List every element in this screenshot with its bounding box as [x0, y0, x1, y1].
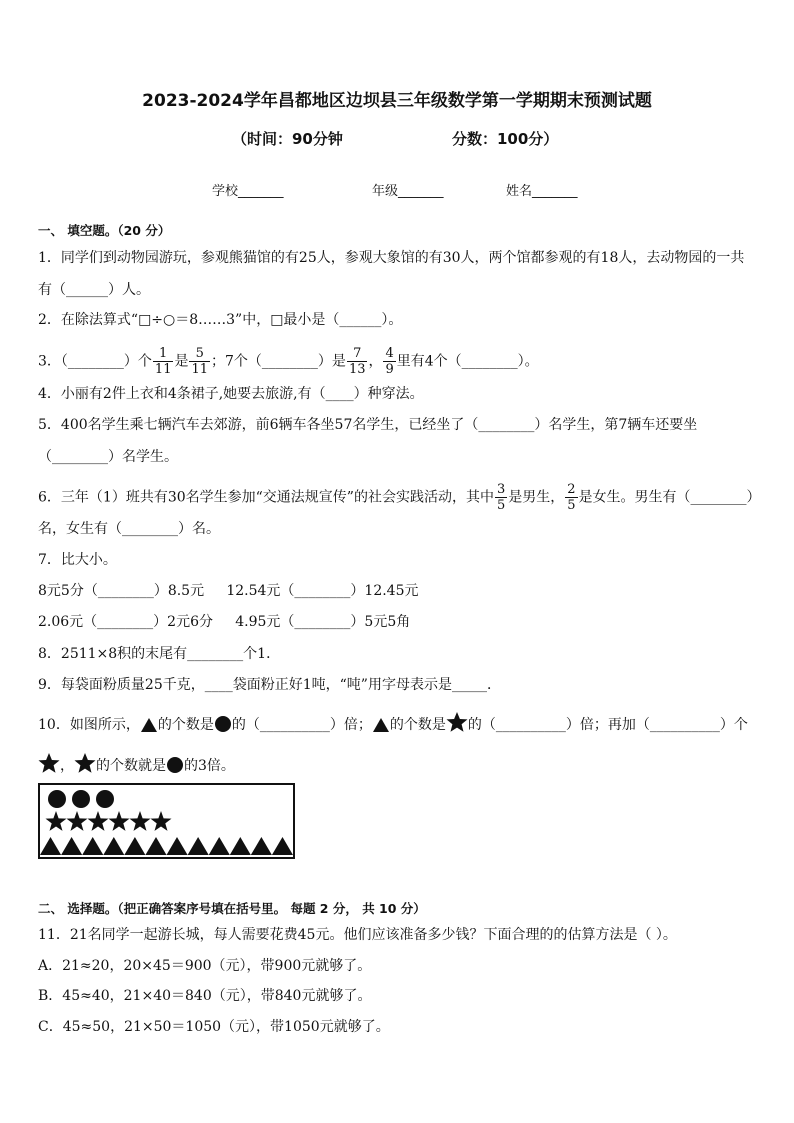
q6-line-2: 名，女生有（________）名。 — [38, 521, 220, 537]
q5-line-2: （________）名学生。 — [38, 449, 178, 465]
q3-text: 3．（________）个 $\frac{1}{11}$ 是 $\frac{5}{11}$ ；7个（________）是 $\frac{7}{13}$ ， $\frac{4}{9}$ 里有4个（________）。 — [38, 346, 539, 377]
figure-triangle — [124, 837, 145, 855]
triangle-icon — [372, 717, 390, 733]
fraction: $\frac{2}{5}$ — [567, 482, 576, 513]
q1-line-2: 有（______）人。 — [38, 282, 150, 298]
shapes-figure-drawing — [40, 785, 293, 857]
q11-option-b: B．45≈40，21×40＝840（元），带840元就够了。 — [38, 988, 372, 1004]
fraction: $\frac{4}{9}$ — [385, 346, 394, 377]
q6-line-1: 6．三年（1）班共有30名学生参加“交通法规宣传”的社会实践活动，其中 $\frac{3}{5}$ 是男生， $\frac{2}{5}$ 是女生。男生有（________） — [38, 482, 761, 513]
paper-title: 2023-2024学年昌都地区边坝县三年级数学第一学期期末预测试题 — [142, 91, 652, 111]
triangle-icon — [140, 717, 158, 733]
q2-text: 2．在除法算式“□÷○＝8……3”中，□最小是（______）。 — [38, 312, 403, 328]
q9-text: 9．每袋面粉质量25千克，____袋面粉正好1吨，“吨”用字母表示是_____． — [38, 677, 501, 693]
shapes-figure — [38, 783, 295, 859]
figure-circle — [48, 790, 66, 808]
q5-line-1: 5．400名学生乘七辆汽车去郊游，前6辆车各坐57名学生，已经坐了（________）名学生，第7辆车还要坐 — [38, 417, 698, 433]
q10-line-1: 10．如图所示， 的个数是 的（__________）倍； 的个数是 的（__________）倍；再加（__________）个 — [38, 711, 748, 735]
figure-circle — [72, 790, 90, 808]
figure-star — [151, 811, 172, 831]
figure-triangle — [61, 837, 82, 855]
q4-text: 4．小丽有2件上衣和4条裙子,她要去旅游,有（____）种穿法。 — [38, 386, 424, 402]
fraction: $\frac{1}{11}$ — [154, 346, 172, 377]
section-2-title: 二、 选择题。（把正确答案序号填在括号里。 每题 2 分， 共 10 分） — [38, 901, 426, 916]
figure-star — [46, 811, 67, 831]
figure-triangle — [82, 837, 103, 855]
q8-text: 8．2511×8积的末尾有________个1． — [38, 646, 281, 662]
figure-triangle — [40, 837, 61, 855]
figure-triangle — [188, 837, 209, 855]
star-icon — [74, 752, 96, 774]
q11-option-c: C．45≈50，21×50＝1050（元），带1050元就够了。 — [38, 1019, 390, 1035]
q7-title: 7．比大小。 — [38, 552, 117, 568]
school-field: 学校_______ — [212, 184, 284, 199]
q7-row-1: 8元5分（________）8.5元 12.54元（________）12.45元 — [38, 583, 419, 599]
circle-icon — [166, 756, 184, 774]
figure-circle — [96, 790, 114, 808]
grade-field: 年级_______ — [372, 184, 444, 199]
q1-line-1: 1．同学们到动物园游玩，参观熊猫馆的有25人，参观大象馆的有30人，两个馆都参观的有18人，去动物园的一共 — [38, 250, 745, 266]
figure-star — [130, 811, 151, 831]
figure-triangle — [251, 837, 272, 855]
circle-icon — [214, 715, 232, 733]
q7-row-2: 2.06元（________）2元6分 4.95元（________）5元5角 — [38, 614, 411, 630]
section-1-title: 一、 填空题。（20 分） — [38, 223, 171, 238]
score-label: 分数：100分） — [452, 130, 559, 148]
figure-triangle — [230, 837, 251, 855]
q11-option-a: A．21≈20，20×45＝900（元），带900元就够了。 — [38, 958, 372, 974]
figure-triangle — [103, 837, 124, 855]
q10-line-2: ， 的个数就是 的3倍。 — [38, 752, 235, 776]
figure-triangle — [167, 837, 188, 855]
figure-triangle — [272, 837, 293, 855]
time-label: （时间：90分钟 — [232, 130, 343, 148]
name-field: 姓名_______ — [506, 184, 578, 199]
fraction: $\frac{5}{11}$ — [191, 346, 209, 377]
figure-star — [88, 811, 109, 831]
figure-star — [109, 811, 130, 831]
fraction: $\frac{3}{5}$ — [496, 482, 506, 513]
figure-triangle — [209, 837, 230, 855]
q11-text: 11．21名同学一起游长城，每人需要花费45元。他们应该准备多少钱？下面合理的的估算方法是（ ）。 — [38, 927, 677, 943]
fraction: $\frac{7}{13}$ — [348, 346, 366, 377]
figure-star — [67, 811, 88, 831]
figure-triangle — [145, 837, 166, 855]
star-icon — [38, 752, 60, 774]
star-icon — [446, 711, 468, 733]
